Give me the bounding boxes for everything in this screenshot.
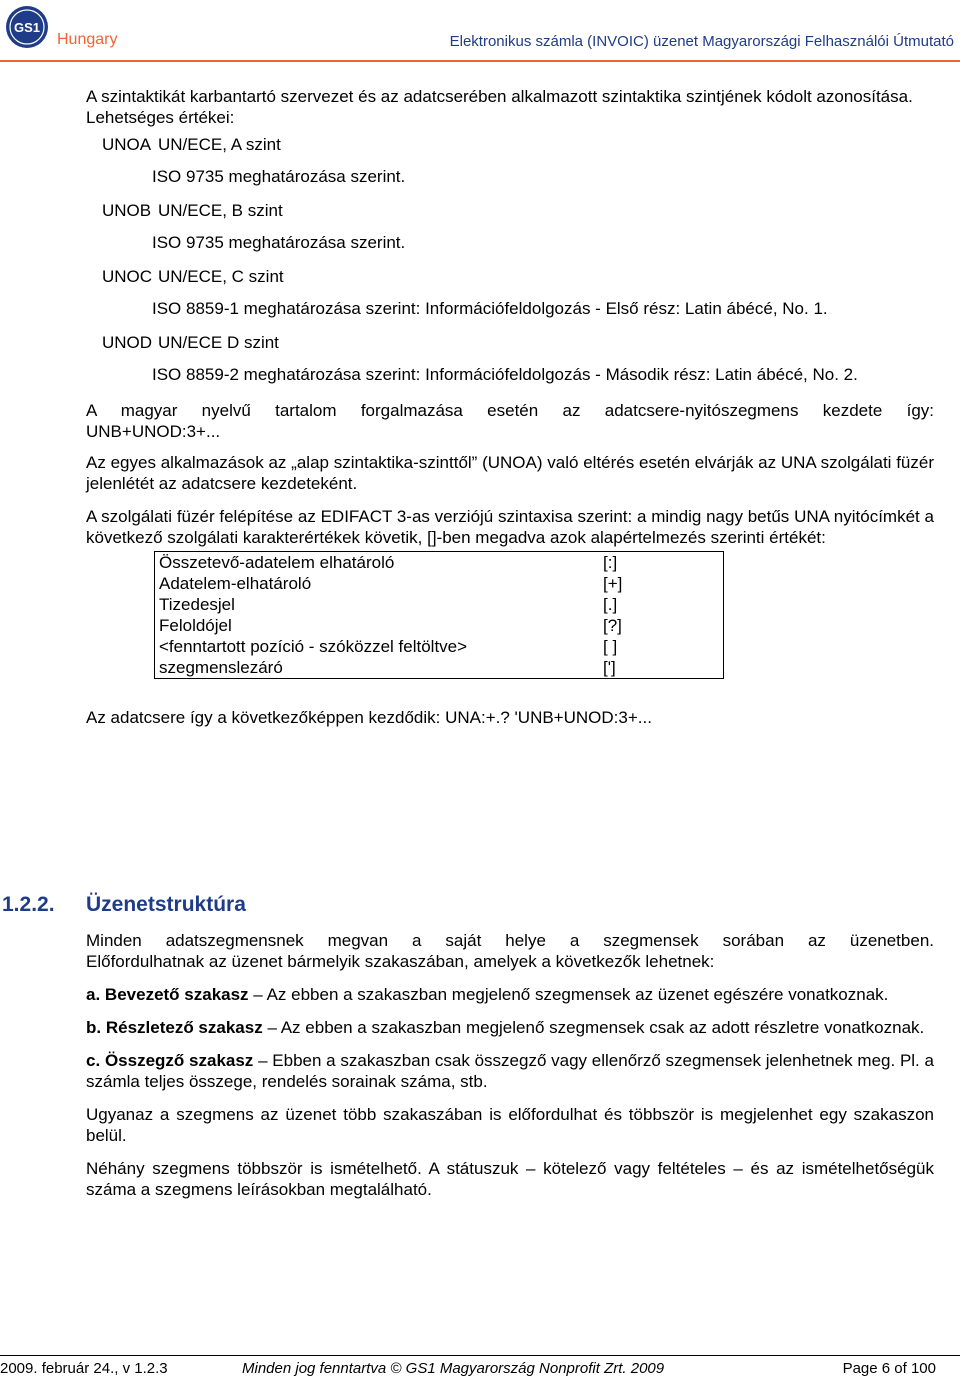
page-header [0,0,960,62]
section-intro-line2: Előfordulhatnak az üzenet bármelyik szakaszában, amelyek a következők lehetnek: [86,952,715,971]
main-content [86,86,934,728]
code-description: ISO 8859-2 meghatározása szerint: Információfeldolgozás - Második rész: Latin ábécé, No. 2. [152,365,858,384]
separator-table [154,551,724,679]
separator-label: szegmenslezáró [155,657,600,679]
code-item [102,332,934,354]
list-item [86,1050,934,1092]
list-item [86,984,934,1005]
code-value: UNOB [102,201,152,220]
separator-label: <fenntartott pozíció - szóközzel feltöltve> [155,636,600,657]
list-item [86,1017,934,1038]
code-list [102,134,934,386]
footer-divider [0,1355,960,1356]
table-row [155,636,724,657]
item-prefix: c. [86,1051,101,1070]
code-label: UN/ECE, C szint [158,267,284,286]
paragraph-status: Néhány szegmens többször is ismételhető. A státuszuk – kötelező vagy feltételes – és az ismételhetőségük száma a szegmens leírásokban megtalálható. [86,1159,934,1199]
brand-label: Hungary [57,31,118,48]
separator-label: Összetevő-adatelem elhatároló [155,552,600,574]
code-label: UN/ECE D szint [158,333,279,352]
code-value: UNOD [102,333,153,352]
separator-value: [ ] [599,636,724,657]
section-content [86,930,934,1200]
separator-label: Tizedesjel [155,594,600,615]
item-dash: – [258,1051,268,1070]
code-label: UN/ECE, B szint [158,201,283,220]
table-row [155,573,724,594]
item-term: Összegző szakasz [104,1051,254,1070]
table-row [155,594,724,615]
section-heading [2,893,246,917]
separator-label: Adatelem-elhatároló [155,573,600,594]
footer-copyright: Minden jog fenntartva © GS1 Magyarország Nonprofit Zrt. 2009 [242,1360,665,1377]
paragraph-service-string: A szolgálati füzér felépítése az EDIFACT 3-as verziójú szintaxisa szerint: a mindig nagy betűs UNA nyitócímkét a következő szolgálati karakterértékek követik, []-ben megadva azok alapértelmezés szerinti értékét: [86,507,934,547]
section-title: Üzenetstruktúra [86,893,246,916]
paragraph-hungarian-content: A magyar nyelvű tartalom forgalmazása esetén az adatcsere-nyitószegmens kezdete így: [86,401,934,420]
item-text: Az ebben a szakaszban megjelenő szegmensek csak az adott részletre vonatkoznak. [280,1018,925,1037]
table-row [155,657,724,679]
separator-value: [+] [599,573,724,594]
code-description: ISO 8859-1 meghatározása szerint: Információfeldolgozás - Első rész: Latin ábécé, No. 1. [152,299,828,318]
code-value: UNOA [102,135,152,154]
document-title: Elektronikus számla (INVOIC) üzenet Magyarországi Felhasználói Útmutató [449,33,954,50]
footer-page-number: Page 6 of 100 [842,1360,936,1377]
separator-label: Feloldójel [155,615,600,636]
logo-text: GS1 [13,20,41,35]
values-intro: Lehetséges értékei: [86,108,235,127]
code-value: UNOC [102,267,153,286]
item-term: Bevezető szakasz [104,985,249,1004]
code-item [102,134,934,156]
paragraph-interchange-start: Az adatcsere így a következőképpen kezdődik: UNA:+.? 'UNB+UNOD:3+... [86,708,652,727]
code-item [102,266,934,288]
intro-paragraph: A szintaktikát karbantartó szervezet és az adatcserében alkalmazott szintaktika szintjének kódolt azonosítása. [86,87,913,106]
header-divider [0,60,960,62]
paragraph-unb-example: UNB+UNOD:3+... [86,422,221,441]
code-description: ISO 9735 meghatározása szerint. [152,167,406,186]
item-text: Az ebben a szakaszban megjelenő szegmensek az üzenet egészére vonatkoznak. [266,985,889,1004]
section-intro-line1: Minden adatszegmensnek megvan a saját helye a szegmensek sorában az üzenetben. [86,931,934,950]
separator-value: [.] [599,594,724,615]
item-text: Ebben a szakaszban csak összegző vagy ellenőrző szegmensek jelenhetnek meg. Pl. a számla teljes összege, rendelés sorainak száma, stb. [86,1051,934,1091]
separator-value: [:] [599,552,724,574]
item-dash: – [253,985,263,1004]
item-prefix: a. [86,985,101,1004]
code-label: UN/ECE, A szint [158,135,281,154]
table-row [155,552,724,574]
section-number: 1.2.2. [2,893,55,916]
footer-date: 2009. február 24., v 1.2.3 [0,1360,168,1377]
table-row [155,615,724,636]
code-description: ISO 9735 meghatározása szerint. [152,233,406,252]
gs1-logo-icon [4,4,50,50]
item-term: Részletező szakasz [105,1018,263,1037]
item-dash: – [267,1018,277,1037]
separator-value: ['] [599,657,724,679]
separator-value: [?] [599,615,724,636]
paragraph-repetition: Ugyanaz a szegmens az üzenet több szakaszában is előfordulhat és többször is megjelenhet egy szakaszon belül. [86,1105,934,1145]
item-prefix: b. [86,1018,102,1037]
paragraph-una-requirement: Az egyes alkalmazások az „alap szintaktika-szinttől” (UNOA) való eltérés esetén elvárják az UNA szolgálati füzér jelenlétét az adatcsere kezdeteként. [86,453,934,493]
code-item [102,200,934,222]
